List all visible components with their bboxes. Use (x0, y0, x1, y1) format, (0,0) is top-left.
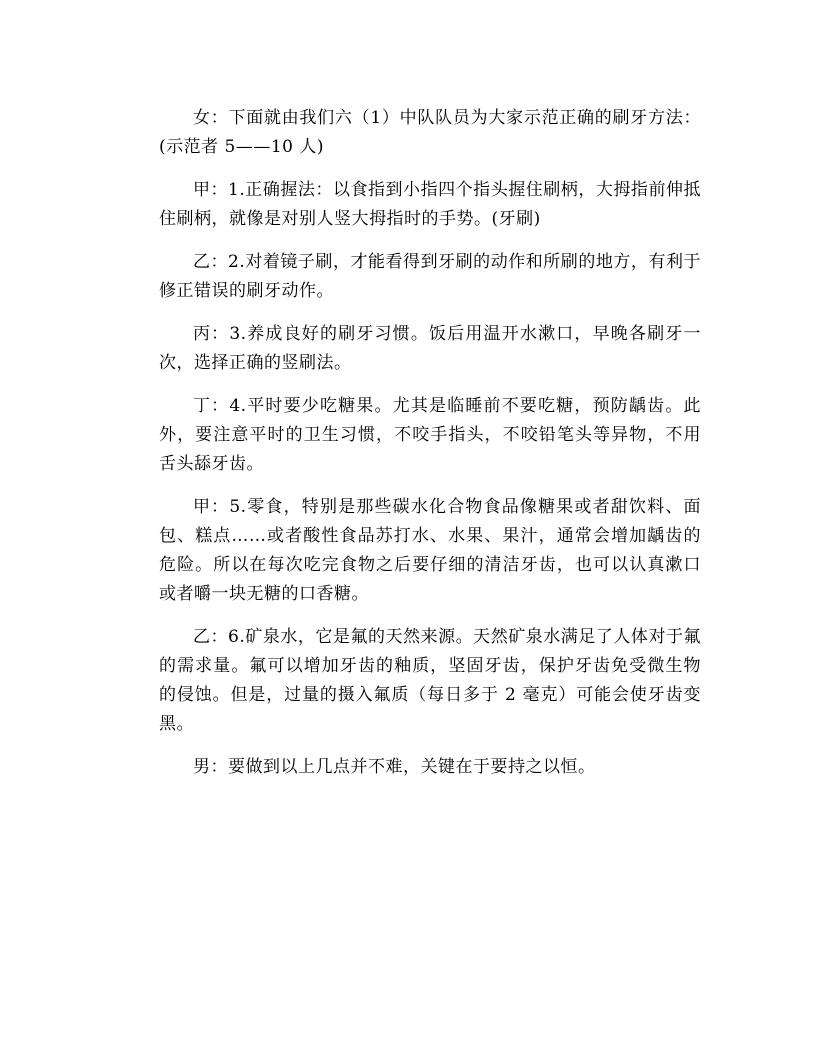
document-body (159, 104, 701, 782)
paragraph-4: 丙：3.养成良好的刷牙习惯。饭后用温开水漱口，早晚各刷牙一次，选择正确的竖刷法。 (159, 324, 701, 373)
paragraph-3: 乙：2.对着镜子刷，才能看得到牙刷的动作和所刷的地方，有利于修正错误的刷牙动作。 (159, 252, 701, 301)
paragraph-8: 男：要做到以上几点并不难，关键在于要持之以恒。 (193, 757, 596, 777)
paragraph-1: 女：下面就由我们六（1）中队队员为大家示范正确的刷牙方法：(示范者 5——10 人) (159, 108, 701, 157)
paragraph-2: 甲：1.正确握法：以食指到小指四个指头握住刷柄，大拇指前伸抵住刷柄，就像是对别人竖大拇指时的手势。(牙刷) (159, 180, 701, 229)
paragraph-7: 乙：6.矿泉水，它是氟的天然来源。天然矿泉水满足了人体对于氟的需求量。氟可以增加牙齿的釉质，坚固牙齿，保护牙齿免受微生物的侵蚀。但是，过量的摄入氟质（每日多于 2 毫克）可能会使牙齿变黑。 (159, 627, 701, 734)
paragraph-5: 丁：4.平时要少吃糖果。尤其是临睡前不要吃糖，预防龋齿。此外，要注意平时的卫生习惯，不咬手指头，不咬铅笔头等异物，不用舌头舔牙齿。 (159, 396, 701, 474)
paragraph-6: 甲：5.零食，特别是那些碳水化合物食品像糖果或者甜饮料、面包、糕点……或者酸性食品苏打水、水果、果汁，通常会增加龋齿的危险。所以在每次吃完食物之后要仔细的清洁牙齿，也可以认真漱口或者嚼一块无糖的口香糖。 (159, 497, 701, 604)
